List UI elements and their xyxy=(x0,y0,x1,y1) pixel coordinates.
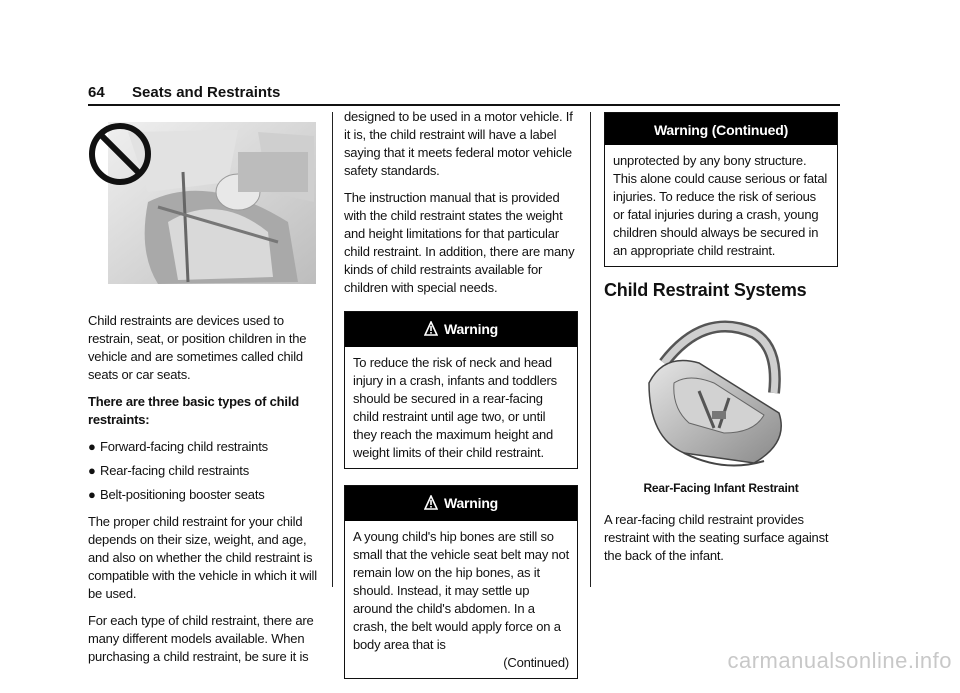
warning-text: A young child's hip bones are still so small that the vehicle seat belt may not remain low on the hip bones, as it should. Instead, it may settle up around the child's abdomen. In a crash, the belt would apply force on a body area that is xyxy=(353,529,570,652)
bullet-icon: ● xyxy=(88,487,96,502)
paragraph: The instruction manual that is provided with the child restraint states the weight and height limitations for that particular child restraint. In addition, there are many kinds of child restraints available for children with special needs. xyxy=(344,190,575,295)
infant-restraint-illustration xyxy=(604,303,838,479)
infant-car-seat-icon xyxy=(604,303,838,479)
column-3 xyxy=(604,112,838,574)
paragraph: designed to be used in a motor vehicle. If it is, the child restraint will have a label saying that it meets federal motor vehicle safety standards. xyxy=(344,109,573,178)
warning-header: Warning xyxy=(345,312,577,347)
prohibited-front-seat-icon xyxy=(88,112,320,292)
paragraph: The proper child restraint for your child depends on their size, weight, and age, and also on whether the child restraint is compatible with the vehicle in which it will be used. xyxy=(88,514,317,601)
warning-triangle-icon xyxy=(424,321,438,341)
warning-text: To reduce the risk of neck and head injury in a crash, infants and toddlers should be secured in a rear-facing child restraint until age two, or until they reach the maximum height and weight limits of their child restraint. xyxy=(353,355,557,460)
page-header xyxy=(88,84,840,104)
warning-header: Warning xyxy=(345,486,577,521)
column-divider xyxy=(332,112,333,587)
types-heading: There are three basic types of child restraints: xyxy=(88,394,299,427)
list-item: ● Forward-facing child restraints xyxy=(88,439,268,454)
warning-header: Warning (Continued) xyxy=(605,113,837,145)
page-number: 64 xyxy=(88,84,105,101)
warning-box xyxy=(344,311,578,469)
intro-paragraph: Child restraints are devices used to restrain, seat, or position children in the vehicle and are sometimes called child seats or car seats. xyxy=(88,313,307,382)
paragraph: For each type of child restraint, there are many different models available. When purchasing a child restraint, be sure it is xyxy=(88,613,314,664)
watermark: carmanualsonline.info xyxy=(727,648,952,673)
header-rule xyxy=(88,104,840,106)
section-heading: Child Restraint Systems xyxy=(604,280,807,300)
warning-body xyxy=(345,521,577,678)
warning-box-continued xyxy=(604,112,838,267)
bullet-icon: ● xyxy=(88,463,96,478)
column-2 xyxy=(344,108,578,693)
continued-label: (Continued) xyxy=(503,655,569,670)
section-title: Seats and Restraints xyxy=(132,84,281,101)
list-item: ● Belt-positioning booster seats xyxy=(88,487,265,502)
warning-text: unprotected by any bony structure. This alone could cause serious or fatal injuries. To reduce the risk of serious or fatal injuries during a crash, young children should always be secured in an appropriate child restraint. xyxy=(613,153,828,258)
car-seat-prohibited-illustration xyxy=(88,112,320,292)
warning-triangle-icon xyxy=(424,495,438,515)
column-1 xyxy=(88,112,320,675)
warning-box xyxy=(344,485,578,679)
bullet-icon: ● xyxy=(88,439,96,454)
figure-caption: Rear-Facing Infant Restraint xyxy=(643,481,799,495)
paragraph: A rear-facing child restraint provides restraint with the seating surface against the back of the infant. xyxy=(604,512,829,563)
list-item: ● Rear-facing child restraints xyxy=(88,463,250,478)
column-divider xyxy=(590,112,591,587)
restraint-types-list xyxy=(88,438,320,504)
